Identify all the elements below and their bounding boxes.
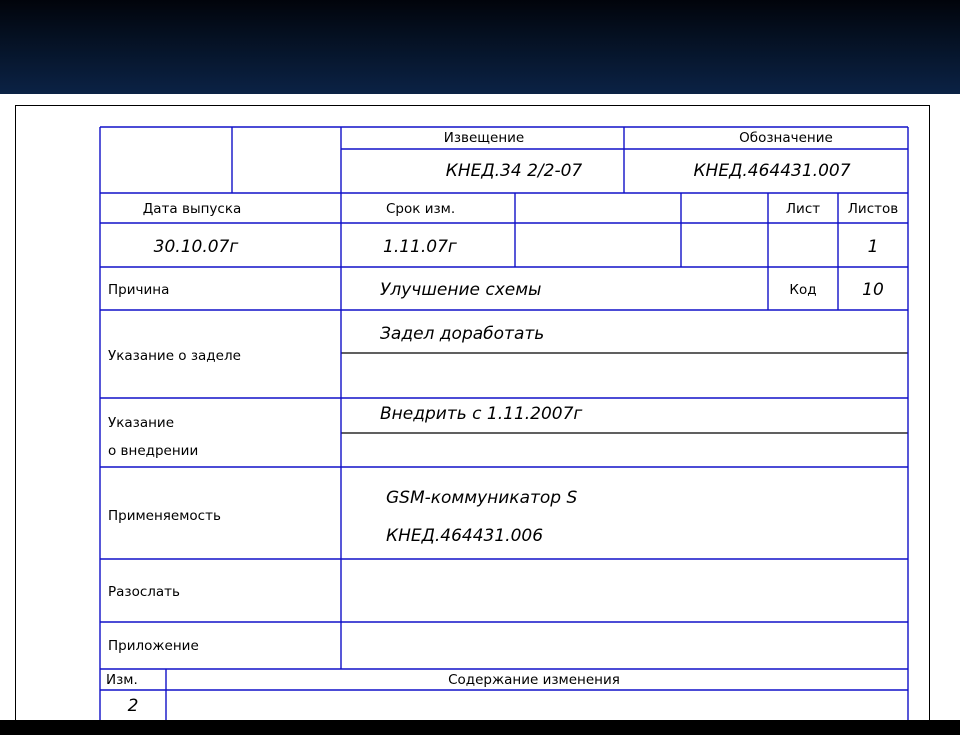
- backlog-label: Указание о заделе: [108, 348, 241, 364]
- applicability-line-2: КНЕД.464431.006: [386, 526, 544, 546]
- reason-value: Улучшение схемы: [380, 280, 542, 300]
- notice-value: КНЕД.34 2/2-07: [445, 161, 583, 181]
- code-label: Код: [789, 282, 817, 298]
- distribute-label: Разослать: [108, 584, 180, 600]
- sheets-count-label: Листов: [847, 201, 899, 217]
- implementation-value: Внедрить с 1.11.2007г: [380, 404, 583, 424]
- applicability-label: Применяемость: [108, 508, 221, 524]
- reason-label: Причина: [108, 282, 170, 298]
- change-number-label: Изм.: [106, 672, 138, 688]
- sheets-count-value: 1: [867, 237, 879, 257]
- change-number-value: 2: [127, 696, 139, 716]
- backlog-value: Задел доработать: [380, 324, 545, 344]
- release-date-value: 30.10.07г: [153, 237, 239, 257]
- release-date-label: Дата выпуска: [142, 201, 242, 217]
- applicability-line-1: GSM-коммуникатор S: [386, 488, 578, 508]
- implementation-label-line-2: о внедрении: [108, 443, 199, 459]
- sheet-label: Лист: [785, 201, 821, 217]
- notice-label: Извещение: [443, 130, 525, 146]
- implementation-label-line-1: Указание: [108, 415, 175, 431]
- change-content-label: Содержание изменения: [448, 672, 620, 688]
- designation-label: Обозначение: [739, 130, 833, 146]
- change-deadline-value: 1.11.07г: [383, 237, 457, 257]
- attachment-label: Приложение: [108, 638, 199, 654]
- designation-value: КНЕД.464431.007: [693, 161, 851, 181]
- change-deadline-label: Срок изм.: [386, 201, 456, 217]
- code-value: 10: [862, 280, 884, 300]
